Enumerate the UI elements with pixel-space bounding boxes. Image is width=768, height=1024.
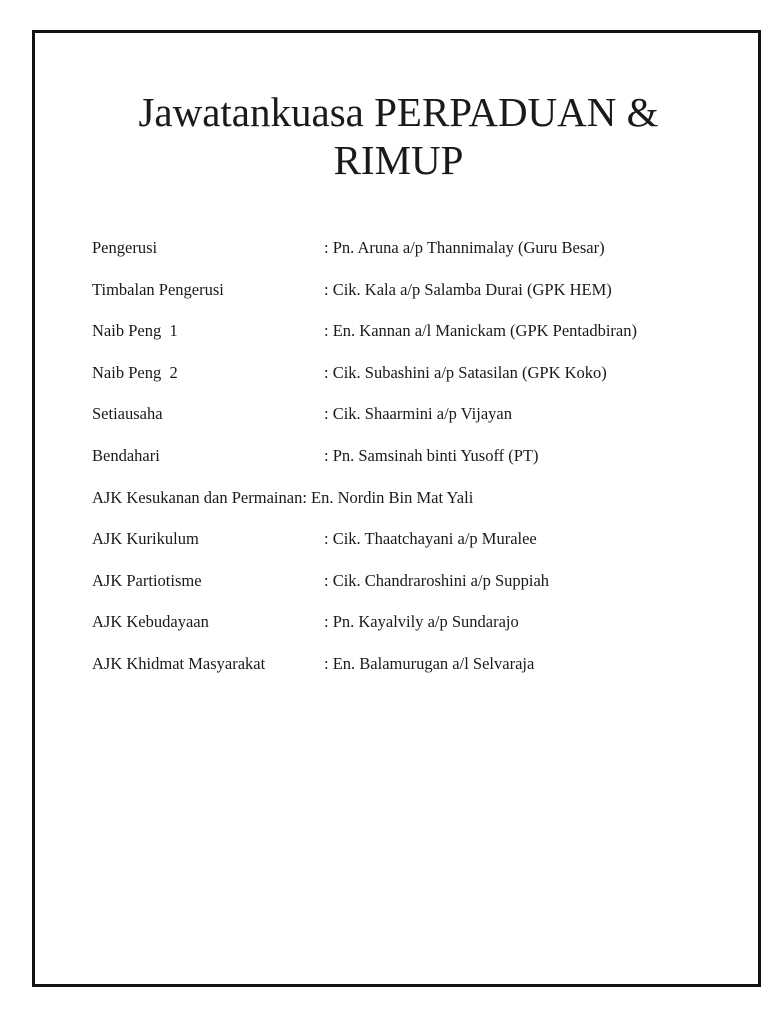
holder-name: : En. Kannan a/l Manickam (GPK Pentadbiran) [324, 321, 637, 341]
member-row-ajk-kebudayaan [92, 610, 732, 652]
holder-name: : Pn. Samsinah binti Yusoff (PT) [324, 445, 539, 465]
member-row-setiausaha [92, 402, 732, 444]
member-row-pengerusi [92, 236, 732, 278]
member-row-bendahari [92, 444, 732, 486]
title-line-1: Jawatankuasa PERPADUAN & [138, 89, 659, 135]
role-label: AJK Khidmat Masyarakat [92, 653, 266, 673]
holder-name: : En. Nordin Bin Mat Yali [302, 487, 474, 507]
holder-name: : En. Balamurugan a/l Selvaraja [324, 653, 535, 673]
role-label: Naib Peng 1 [92, 321, 178, 341]
holder-name: : Pn. Kayalvily a/p Sundarajo [324, 612, 519, 632]
role-label: Pengerusi [92, 238, 158, 257]
holder-name: : Pn. Aruna a/p Thannimalay (Guru Besar) [324, 238, 605, 257]
member-row-ajk-kurikulum [92, 527, 732, 569]
role-label: Naib Peng 2 [92, 362, 178, 382]
holder-name: : Cik. Kala a/p Salamba Durai (GPK HEM) [324, 279, 612, 299]
role-label: AJK Kurikulum [92, 529, 199, 549]
committee-list [92, 236, 732, 694]
member-row-naib-peng-2 [92, 361, 732, 403]
document-title [34, 88, 763, 184]
holder-name: : Cik. Shaarmini a/p Vijayan [324, 404, 512, 424]
role-label: Bendahari [92, 445, 160, 465]
member-row-timbalan-pengerusi [92, 278, 732, 320]
member-row-ajk-khidmat-masyarakat [92, 652, 732, 694]
role-label: Timbalan Pengerusi [92, 279, 224, 299]
member-row-ajk-kesukanan [92, 486, 732, 528]
role-label: AJK Kesukanan dan Permainan [92, 487, 303, 507]
holder-name: : Cik. Subashini a/p Satasilan (GPK Koko) [324, 362, 607, 382]
role-label: AJK Kebudayaan [92, 612, 209, 632]
member-row-ajk-partiotisme [92, 569, 732, 611]
role-label: AJK Partiotisme [92, 570, 202, 590]
member-row-naib-peng-1 [92, 319, 732, 361]
holder-name: : Cik. Chandraroshini a/p Suppiah [324, 570, 550, 590]
role-label: Setiausaha [92, 404, 163, 424]
title-line-2: RIMUP [333, 137, 464, 183]
holder-name: : Cik. Thaatchayani a/p Muralee [324, 529, 537, 549]
